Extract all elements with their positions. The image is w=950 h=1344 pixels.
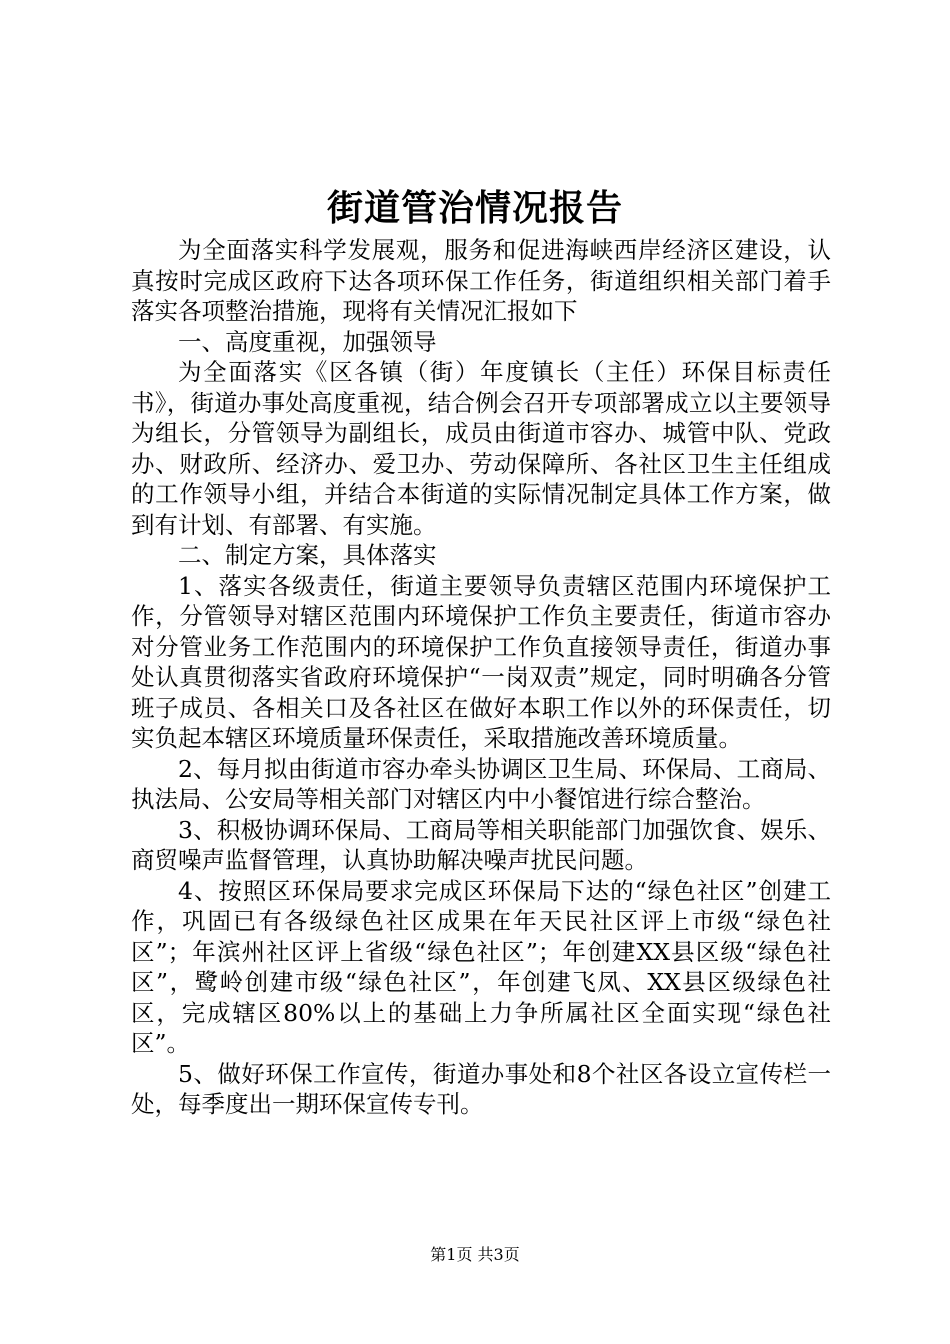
item-4-paragraph: 4、按照区环保局要求完成区环保局下达的“绿色社区”创建工作，巩固已有各级绿色社区成果在年天民社区评上市级“绿色社区”；年滨州社区评上省级“绿色社区”；年创建XX县区级“绿色社区”，鹭岭创建市级“绿色社区”，年创建飞凤、XX县区级绿色社区，完成辖区80%以上的基础上力争所属社区全面实现“绿色社区”。: [131, 876, 831, 1057]
item-1-paragraph: 1、落实各级责任，街道主要领导负责辖区范围内环境保护工作，分管领导对辖区范围内环境保护工作负主要责任，街道市容办对分管业务工作范围内的环境保护工作负直接领导责任，街道办事处认真贯彻落实省政府环境保护“一岗双责”规定，同时明确各分管班子成员、各相关口及各社区在做好本职工作以外的环保责任，切实负起本辖区环境质量环保责任，采取措施改善环境质量。: [131, 571, 831, 752]
document-title: 街道管治情况报告: [326, 187, 623, 229]
document-body: [131, 235, 831, 1120]
section-1-paragraph: 为全面落实《区各镇（街）年度镇长（主任）环保目标责任书》，街道办事处高度重视，结合例会召开专项部署成立以主要领导为组长，分管领导为副组长，成员由街道市容办、城管中队、党政办、财政所、经济办、爱卫办、劳动保障所、各社区卫生主任组成的工作领导小组，并结合本街道的实际情况制定具体工作方案，做到有计划、有部署、有实施。: [131, 358, 831, 539]
page-footer: 第1页 共3页: [430, 1245, 520, 1264]
section-heading-1: 一、高度重视，加强领导: [178, 327, 437, 356]
item-3-paragraph: 3、积极协调环保局、工商局等相关职能部门加强饮食、娱乐、商贸噪声监督管理，认真协助解决噪声扰民问题。: [131, 815, 831, 874]
item-2-paragraph: 2、每月拟由街道市容办牵头协调区卫生局、环保局、工商局、执法局、公安局等相关部门对辖区内中小餐馆进行综合整治。: [131, 754, 831, 813]
item-5-paragraph: 5、做好环保工作宣传，街道办事处和8个社区各设立宣传栏一处，每季度出一期环保宣传专刊。: [131, 1059, 831, 1118]
section-heading-2: 二、制定方案，具体落实: [178, 541, 437, 569]
intro-paragraph: 为全面落实科学发展观，服务和促进海峡西岸经济区建设，认真按时完成区政府下达各项环保工作任务，街道组织相关部门着手落实各项整治措施，现将有关情况汇报如下: [131, 236, 831, 325]
